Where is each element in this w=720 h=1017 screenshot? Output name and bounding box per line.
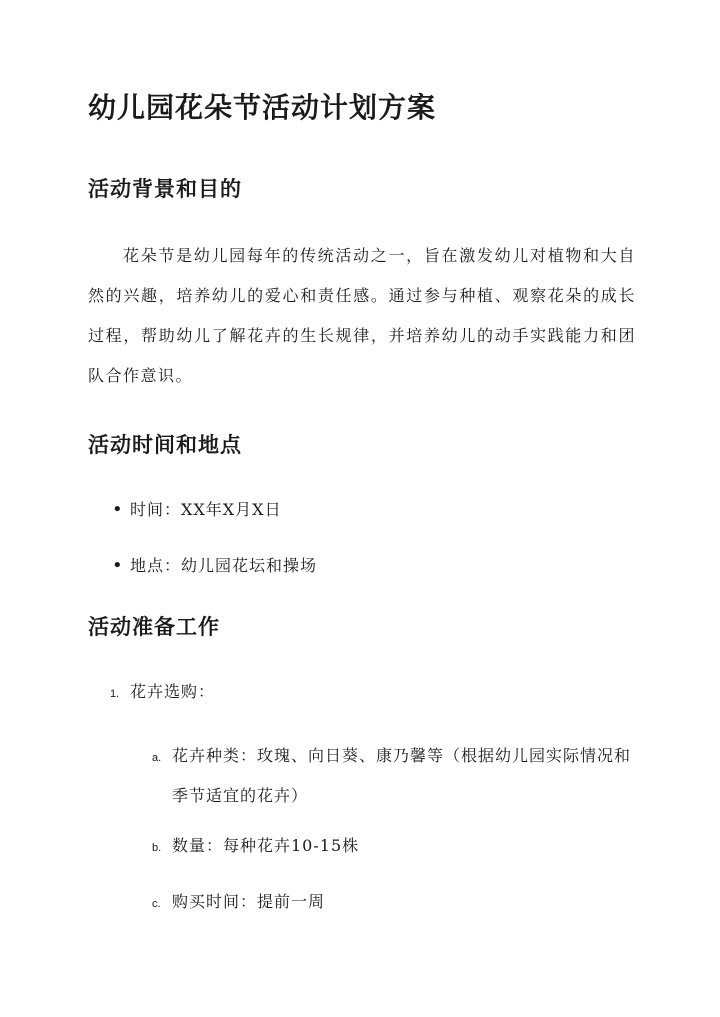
list-item-text: 地点：幼儿园花坛和操场 [130, 556, 318, 575]
section-heading-time-place: 活动时间和地点 [88, 432, 242, 457]
bullet-icon: • [112, 499, 124, 520]
numbered-item-flower-purchase [110, 680, 215, 706]
list-marker: a. [152, 752, 162, 764]
subitem-purchase-time [152, 890, 325, 916]
list-item-text: 购买时间：提前一周 [172, 892, 326, 911]
document-title: 幼儿园花朵节活动计划方案 [88, 91, 437, 124]
list-item-text: 花卉种类：玫瑰、向日葵、康乃馨等（根据幼儿园实际情况和季节适宜的花卉） [172, 746, 632, 805]
list-item-place [112, 554, 317, 578]
list-item-text: 花卉选购： [130, 682, 216, 701]
bullet-icon: • [112, 555, 124, 576]
list-item-text: 时间：XX年X月X日 [130, 500, 282, 519]
subitem-quantity [152, 834, 359, 860]
list-marker: b. [152, 842, 162, 854]
list-item-time [112, 498, 282, 522]
subitem-flower-types [152, 736, 642, 816]
list-marker: c. [152, 898, 161, 910]
section-heading-background: 活动背景和目的 [88, 176, 242, 201]
list-item-text: 数量：每种花卉10-15株 [172, 836, 360, 855]
section-heading-preparation: 活动准备工作 [88, 614, 220, 639]
background-paragraph: 花朵节是幼儿园每年的传统活动之一，旨在激发幼儿对植物和大自然的兴趣，培养幼儿的爱心和责任感。通过参与种植、观察花朵的成长过程，帮助幼儿了解花卉的生长规律，并培养幼儿的动手实践能力和团队合作意识。 [88, 246, 636, 385]
list-marker: 1. [110, 688, 120, 700]
